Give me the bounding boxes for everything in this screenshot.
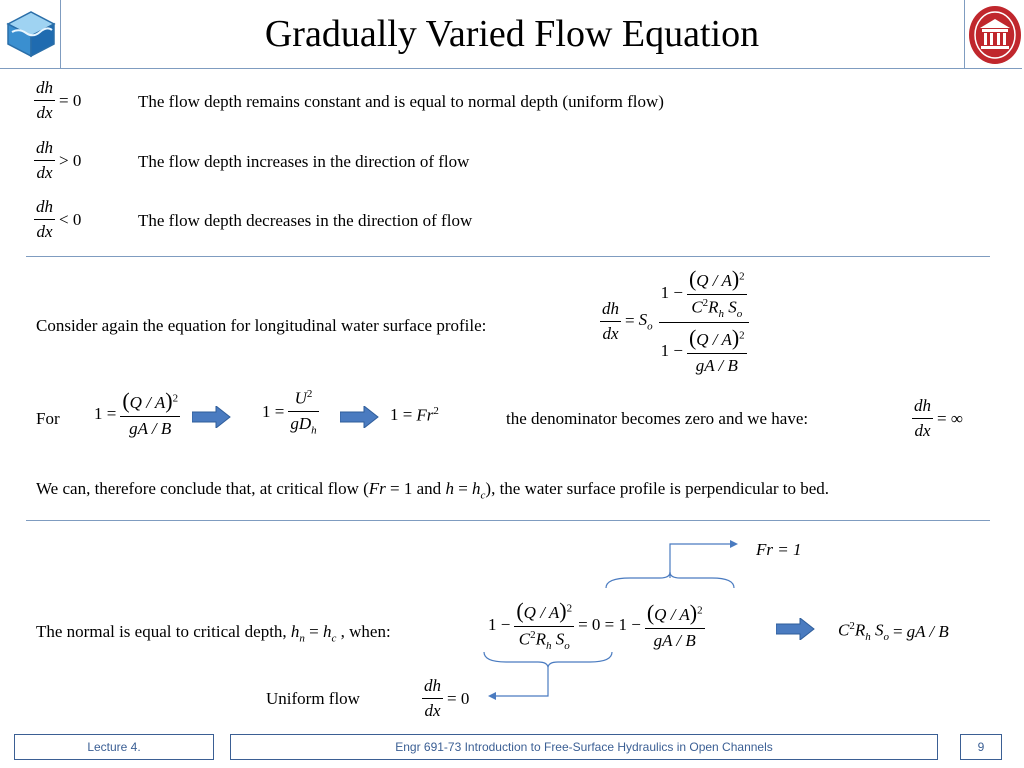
critical-condition-3: 1 = Fr$^2$ bbox=[390, 405, 439, 425]
normal-suffix: , when: bbox=[336, 622, 391, 641]
footer-course: Engr 691-73 Introduction to Free-Surface Hydraulics in Open Channels bbox=[230, 734, 938, 760]
conclusion-h: h bbox=[445, 479, 454, 498]
normal-text bbox=[36, 622, 391, 644]
condition-2-text: The flow depth increases in the direction of flow bbox=[138, 152, 470, 171]
divider-2 bbox=[26, 520, 990, 521]
critical-condition-1: 1 = $\frac{(Q / A)^2}{gA / B}$ bbox=[94, 388, 179, 438]
condition-3-text: The flow depth decreases in the direction of flow bbox=[138, 211, 473, 230]
condition-3-equation: $\frac{dh}{dx}$ < 0 bbox=[36, 197, 82, 241]
profile-equation: $\frac{dh}{dx}$ = $S_o$ 1 − $\frac{(Q / A)^2}{C^2R_h S_o}$ 1 − $\frac{(Q / A)^2}{gA / B}$ bbox=[600, 266, 749, 376]
normal-hn: h bbox=[290, 622, 300, 641]
conclusion-fr: Fr bbox=[368, 479, 386, 498]
arrow-icon bbox=[192, 406, 232, 433]
arrow-icon bbox=[776, 618, 816, 645]
footer-lecture: Lecture 4. bbox=[14, 734, 214, 760]
footer-page-number: 9 bbox=[960, 734, 1002, 760]
denominator-text: the denominator becomes zero and we have: bbox=[506, 409, 809, 428]
condition-2-equation: $\frac{dh}{dx}$ > 0 bbox=[36, 138, 82, 182]
critical-condition-2: 1 = $\frac{U^2}{gD_h}$ bbox=[262, 388, 317, 437]
conclusion-hc-sub: c bbox=[480, 489, 486, 502]
fr-equals-1-label bbox=[756, 540, 801, 560]
consider-text: Consider again the equation for longitudinal water surface profile: bbox=[36, 316, 487, 335]
condition-1-equation: $\frac{dh}{dx}$ = 0 bbox=[36, 78, 82, 122]
conclusion-eq2: = bbox=[453, 479, 473, 498]
normal-hn-sub: n bbox=[299, 632, 305, 645]
normal-hc-sub: c bbox=[331, 632, 337, 645]
condition-2-op: > 0 bbox=[59, 150, 82, 170]
university-seal-icon bbox=[966, 4, 1024, 71]
normal-hc: h bbox=[323, 622, 332, 641]
conclusion-eq1: = 1 and bbox=[385, 479, 446, 498]
normal-critical-equation: 1 − $\frac{(Q / A)^2}{C^2R_h S_o}$ = 0 = 1 − $\frac{(Q / A)^2}{gA / B}$ bbox=[488, 598, 703, 653]
uniform-flow-label: Uniform flow bbox=[266, 689, 360, 708]
normal-prefix: The normal is equal to critical depth, bbox=[36, 622, 291, 641]
uniform-flow-equation: $\frac{dh}{dx}$ = 0 bbox=[424, 676, 470, 720]
condition-3-op: < 0 bbox=[59, 209, 82, 229]
conclusion-text bbox=[36, 479, 829, 501]
for-label: For bbox=[36, 409, 60, 428]
fr-equals-1-text: Fr = 1 bbox=[756, 540, 802, 559]
arrow-icon bbox=[340, 406, 380, 433]
condition-1-op: = 0 bbox=[59, 90, 82, 110]
page-title: Gradually Varied Flow Equation bbox=[264, 13, 760, 55]
normal-mid: = bbox=[304, 622, 324, 641]
conclusion-prefix: We can, therefore conclude that, at critical flow ( bbox=[36, 479, 369, 498]
infinite-slope-equation: $\frac{dh}{dx}$ = ∞ bbox=[914, 396, 963, 440]
conclusion-hc: h bbox=[472, 479, 481, 498]
condition-1-text: The flow depth remains constant and is equal to normal depth (uniform flow) bbox=[138, 92, 664, 111]
conclusion-suffix: ), the water surface profile is perpendicular to bed. bbox=[485, 479, 830, 498]
result-equation: $C^2R_h$ $S_o$ = gA / B bbox=[838, 620, 949, 644]
divider-1 bbox=[26, 256, 990, 257]
